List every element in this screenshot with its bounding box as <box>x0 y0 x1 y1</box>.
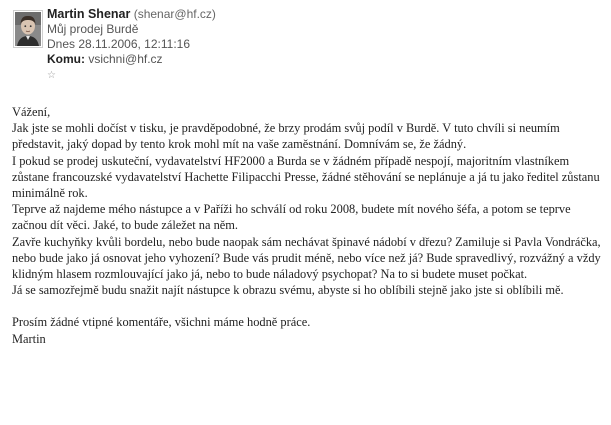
body-paragraph: Jak jste se mohli dočíst v tisku, je pravděpodobné, že brzy prodám svůj podíl v Burdě. V tuto chvíli si neumím představit, jaký dopad by tento krok mohl mít na vaše zaměstnání. Domnívám se, že žádný. <box>12 121 560 152</box>
body-paragraph: Já se samozřejmě budu snažit najít nástupce k obrazu svému, abyste si ho oblíbili stejně jako jste si oblíbili mě. <box>12 283 564 298</box>
body-paragraph: Teprve až najdeme mého nástupce a v Paříži ho schválí od roku 2008, budete mít nového šéfa, a potom se teprve začnou dít věci. Jaké, to bude záležet na něm. <box>12 202 571 233</box>
message-meta <box>47 7 216 83</box>
body-paragraph: Zavře kuchyňky kvůli bordelu, nebo bude naopak sám nechávat špinavé nádobí v dřezu? Zamiluje si Pavla Vondráčka, nebo bude jako já osnovat jeho vyhození? Bude vás prudit méně, nebo více než já? Bude spravedlivý, rozvážný a vždy klidným hlasem rozmlouvající jako já, nebo to bude náladový psychopat? Na to si budete muset počkat. <box>12 234 601 282</box>
signature: Martin <box>12 331 46 346</box>
sender-email[interactable]: (shenar@hf.cz) <box>133 7 216 21</box>
avatar[interactable] <box>13 10 43 48</box>
greeting: Vážení, <box>12 105 51 119</box>
paragraph-gap <box>12 298 604 314</box>
recipient-line <box>47 52 216 67</box>
date: Dnes 28.11.2006, 12:11:16 <box>47 37 191 51</box>
sender-line <box>47 7 216 22</box>
to-label: Komu: <box>47 52 85 66</box>
subject: Můj prodej Burdě <box>47 22 139 36</box>
closing: Prosím žádné vtipné komentáře, všichni máme hodně práce. <box>12 315 311 330</box>
avatar-photo <box>15 12 41 46</box>
body-paragraph: I pokud se prodej uskuteční, vydavatelství HF2000 a Burda se v žádném případě nespojí, majoritním vlastníkem zůstane francouzské vydavatelství Hachette Filipacchi Presse, žádné stěhování se neplánuje a já tu jako ředitel zůstanu minimálně rok. <box>12 153 600 201</box>
sender-name[interactable]: Martin Shenar <box>47 7 131 21</box>
star-icon[interactable]: ☆ <box>47 70 56 81</box>
to-value[interactable]: vsichni@hf.cz <box>88 52 163 66</box>
message-body <box>12 104 604 347</box>
